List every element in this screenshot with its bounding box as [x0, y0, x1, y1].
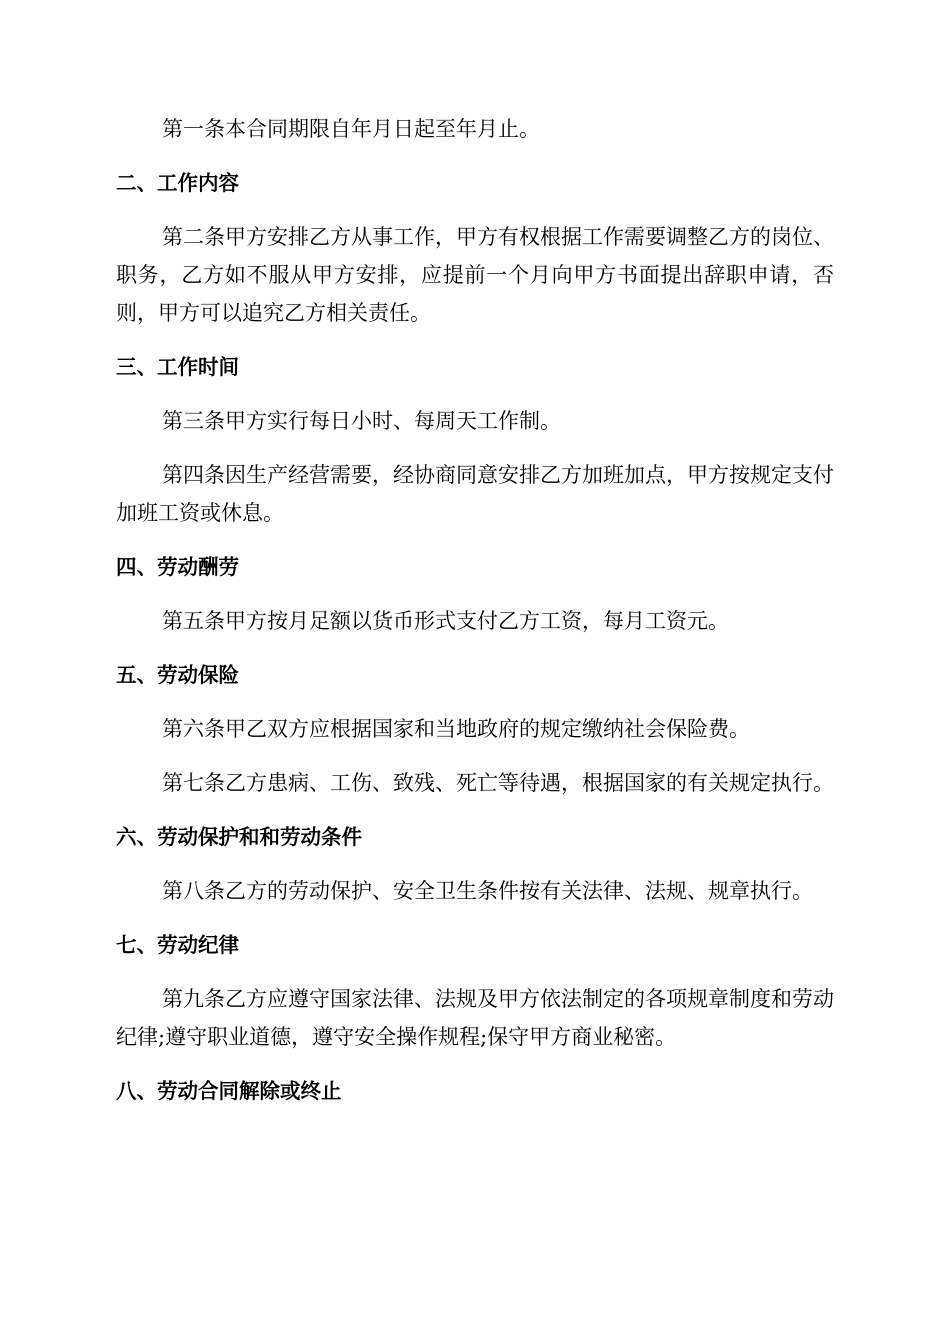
section-heading-work-content: 二、工作内容 [116, 171, 239, 195]
clause-5-paragraph: 第五条甲方按月足额以货币形式支付乙方工资，每月工资元。 [162, 609, 729, 633]
section-heading-remuneration: 四、劳动酬劳 [116, 555, 239, 579]
clause-3-paragraph: 第三条甲方实行每日小时、每周天工作制。 [162, 409, 561, 433]
section-heading-labor-protection: 六、劳动保护和和劳动条件 [116, 825, 362, 849]
section-heading-insurance: 五、劳动保险 [116, 663, 239, 687]
section-heading-working-hours: 三、工作时间 [116, 355, 239, 379]
section-heading-labor-discipline: 七、劳动纪律 [116, 933, 239, 957]
document-body [116, 110, 834, 1126]
section-heading-termination: 八、劳动合同解除或终止 [116, 1079, 342, 1103]
clause-2-paragraph: 第二条甲方安排乙方从事工作，甲方有权根据工作需要调整乙方的岗位、职务，乙方如不服从甲方安排，应提前一个月向甲方书面提出辞职申请，否则，甲方可以追究乙方相关责任。 [116, 225, 834, 325]
clause-1-paragraph: 第一条本合同期限自年月日起至年月止。 [162, 117, 540, 141]
clause-9-paragraph: 第九条乙方应遵守国家法律、法规及甲方依法制定的各项规章制度和劳动纪律;遵守职业道德，遵守安全操作规程;保守甲方商业秘密。 [116, 987, 834, 1049]
clause-6-paragraph: 第六条甲乙双方应根据国家和当地政府的规定缴纳社会保险费。 [162, 717, 750, 741]
clause-7-paragraph: 第七条乙方患病、工伤、致残、死亡等待遇，根据国家的有关规定执行。 [162, 771, 834, 795]
clause-8-paragraph: 第八条乙方的劳动保护、安全卫生条件按有关法律、法规、规章执行。 [162, 879, 813, 903]
clause-4-paragraph: 第四条因生产经营需要，经协商同意安排乙方加班加点，甲方按规定支付加班工资或休息。 [116, 463, 834, 525]
